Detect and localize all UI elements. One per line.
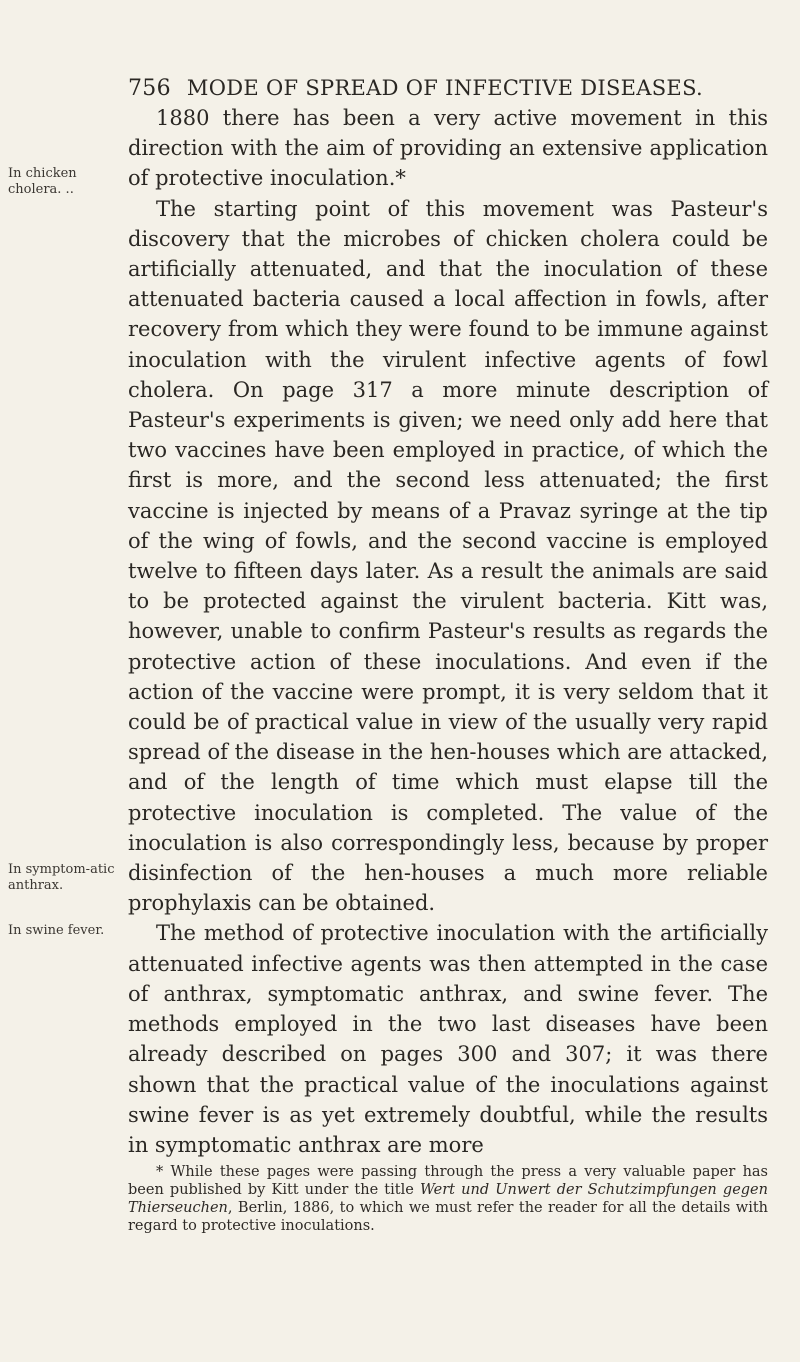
footnote-book-title: Wert und Unwert der Schutzimpfungen gegen Thierseuchen (128, 1182, 768, 1216)
running-head (128, 76, 768, 101)
margin-note-swine-fever: In swine fever. (8, 923, 105, 938)
page-number: 756 (128, 76, 171, 101)
margin-note-symptomatic-anthrax: In symptom-atic anthrax. (8, 862, 115, 893)
footnote-text-start: * While these pages were passing through the press a very valuable paper has been published by Kitt under the title (128, 1164, 768, 1198)
paragraph-continuation: 1880 there has been a very active movement in this direction with the aim of providing an extensive application of protective inoculation.* (128, 106, 768, 191)
margin-note-chicken-cholera: In chicken cholera. .. (8, 166, 77, 197)
footnote-text-end: , Berlin, 1886, to which we must refer the reader for all the details with regard to protective inoculations. (128, 1200, 768, 1234)
footnote (128, 1163, 768, 1235)
chapter-title: MODE OF SPREAD OF INFECTIVE DISEASES. (186, 76, 703, 100)
body-text (128, 103, 768, 1160)
paragraph-anthrax-swine-fever: The method of protective inoculation with the artificially attenuated infective agents was then attempted in the case of anthrax, symptomatic anthrax, and swine fever. The methods employed in the two last diseases have been already described on pages 300 and 307; it was there shown that the practical value of the inoculations against swine fever is as yet extremely doubtful, while the results in symptomatic anthrax are more (128, 921, 768, 1157)
paragraph-chicken-cholera: The starting point of this movement was Pasteur's discovery that the microbes of chicken cholera could be artificially attenuated, and that the inoculation of these attenuated bacteria caused a local affection in fowls, after recovery from which they were found to be immune against inoculation with the virulent infective agents of fowl cholera. On page 317 a more minute description of Pasteur's experiments is given; we need only add here that two vaccines have been employed in practice, of which the first is more, and the second less attenuated; the first vaccine is injected by means of a Pravaz syringe at the tip of the wing of fowls, and the second vaccine is employed twelve to fifteen days later. As a result the animals are said to be protected against the virulent bacteria. Kitt was, however, unable to confirm Pasteur's results as regards the protective action of these inoculations. And even if the action of the vaccine were prompt, it is very seldom that it could be of practical value in view of the usually very rapid spread of the disease in the hen-houses which are attacked, and of the length of time which must elapse till the protective inoculation is completed. The value of the inoculation is also correspondingly less, because by proper disinfection of the hen-houses a much more reliable prophylaxis can be obtained. (128, 196, 768, 916)
